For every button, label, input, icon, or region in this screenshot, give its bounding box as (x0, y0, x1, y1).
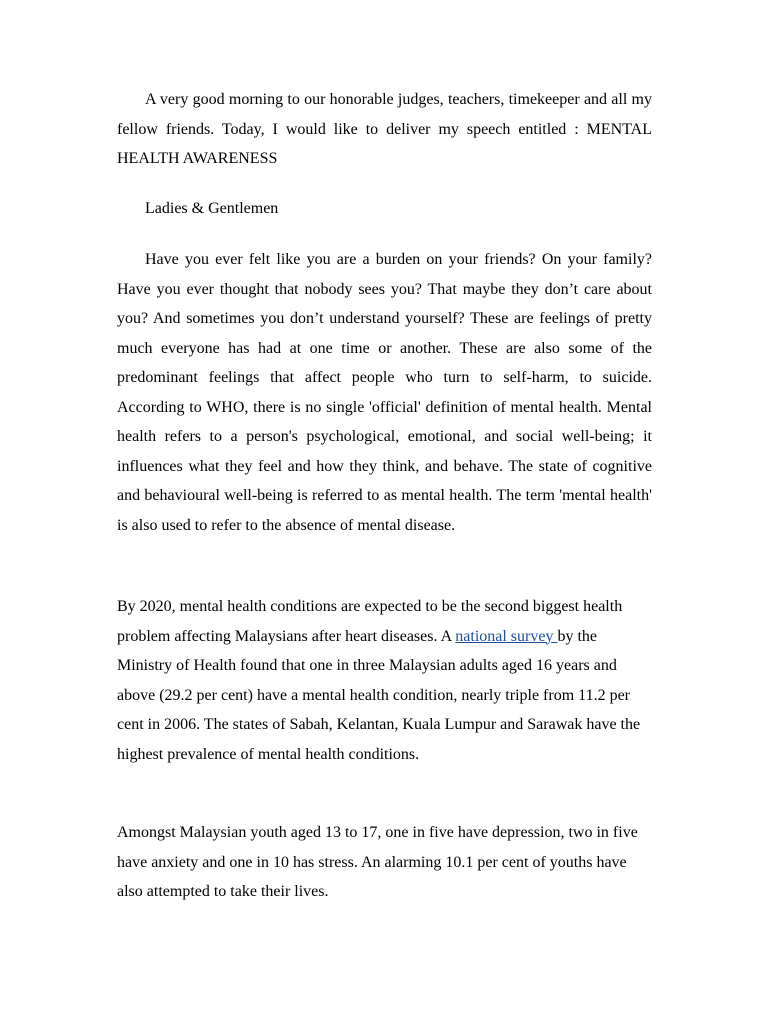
youth-statistics-paragraph: Amongst Malaysian youth aged 13 to 17, one in five have depression, two in five have anxiety and one in 10 has stress. An alarming 10.1 per cent of youths have also attempted to take their lives. (117, 824, 638, 900)
statistics-paragraph (117, 592, 652, 769)
statistics-text-after-link: by the Ministry of Health found that one in three Malaysian adults aged 16 years and above (29.2 per cent) have a mental health condition, nearly triple from 11.2 per cent in 2006. The states of Sabah, Kelantan, Kuala Lumpur and Sarawak have the highest prevalence of mental health conditions. (117, 627, 641, 763)
greeting-paragraph: A very good morning to our honorable judges, teachers, timekeeper and all my fellow friends. Today, I would like to deliver my speech entitled : MENTAL HEALTH AWARENESS (117, 91, 652, 167)
national-survey-link[interactable]: national survey (455, 627, 558, 645)
salutation-paragraph: Ladies & Gentlemen (145, 200, 279, 217)
statistics-text-before-link: By 2020, mental health conditions are expected to be the second biggest health problem affecting Malaysians after heart diseases. A (117, 598, 623, 645)
introduction-paragraph: Have you ever felt like you are a burden on your friends? On your family? Have you ever thought that nobody sees you? That maybe they don’t care about you? And sometimes you don’t understand yourself? These are feelings of pretty much everyone has had at one time or another. These are also some of the predominant feelings that affect people who turn to self-harm, to suicide. According to WHO, there is no single 'official' definition of mental health. Mental health refers to a person's psychological, emotional, and social well-being; it influences what they feel and how they think, and behave. The state of cognitive and behavioural well-being is referred to as mental health. The term 'mental health' is also used to refer to the absence of mental disease. (117, 251, 652, 534)
